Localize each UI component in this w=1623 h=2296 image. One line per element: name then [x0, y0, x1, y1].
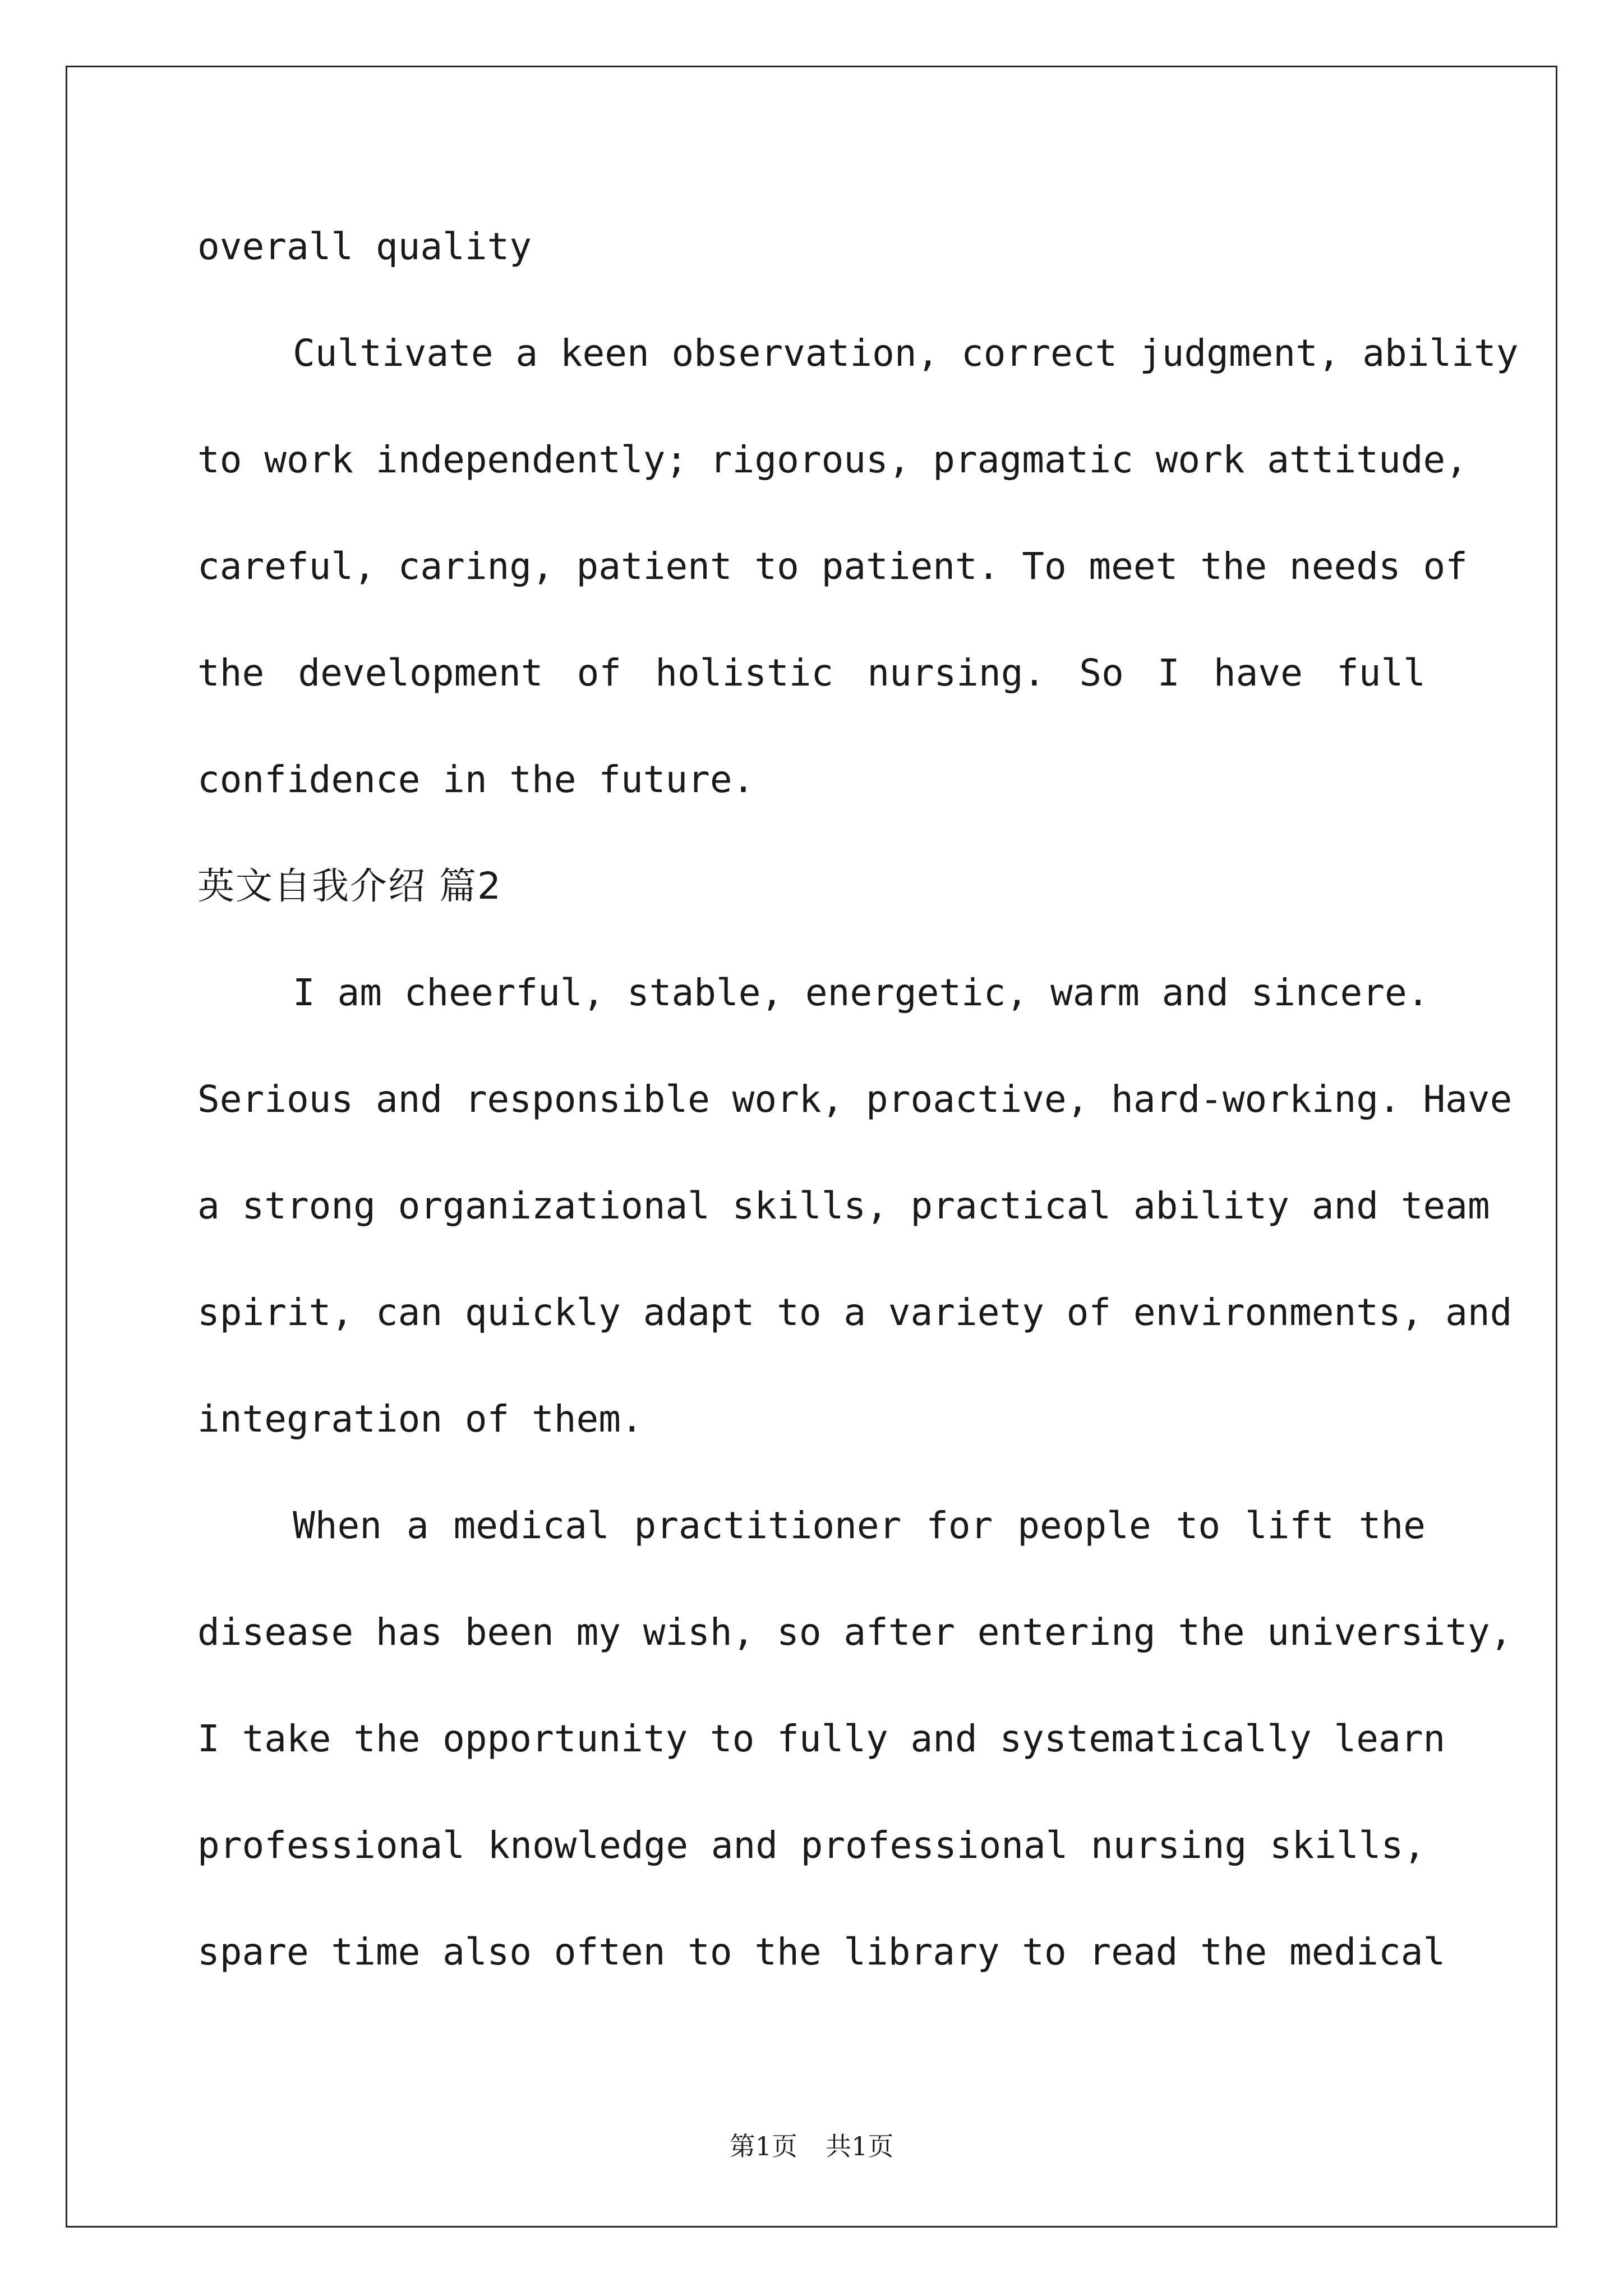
page-total: 共1页	[826, 2131, 894, 2161]
page-number: 第1页	[729, 2131, 797, 2161]
text-line: disease has been my wish, so after entering the university,	[197, 1611, 1513, 1654]
text-line: confidence in the future.	[197, 758, 755, 801]
text-line: careful, caring, patient to patient. To meet the needs of	[197, 545, 1468, 588]
page-footer	[0, 2126, 1623, 2163]
text-line: a strong organizational skills, practical ability and team	[197, 1184, 1490, 1227]
text-line: When a medical practitioner for people to lift the	[293, 1504, 1426, 1547]
text-line: spare time also often to the library to read the medical	[197, 1930, 1446, 1973]
text-line: Cultivate a keen observation, correct judgment, ability	[293, 332, 1519, 375]
text-line: professional knowledge and professional nursing skills,	[197, 1824, 1426, 1867]
text-line: Serious and responsible work, proactive, hard-working. Have	[197, 1078, 1513, 1121]
text-line: I take the opportunity to fully and systematically learn	[197, 1717, 1446, 1760]
text-line: to work independently; rigorous, pragmatic work attitude,	[197, 438, 1468, 481]
text-line: overall quality	[197, 225, 532, 268]
text-line: the development of holistic nursing. So I have full	[197, 651, 1426, 694]
text-line: integration of them.	[197, 1397, 643, 1441]
text-line: spirit, can quickly adapt to a variety of environments, and	[197, 1291, 1513, 1334]
page-border	[66, 66, 1557, 2228]
section-heading: 英文自我介绍 篇2	[197, 864, 502, 908]
text-line: I am cheerful, stable, energetic, warm and sincere.	[293, 971, 1430, 1014]
